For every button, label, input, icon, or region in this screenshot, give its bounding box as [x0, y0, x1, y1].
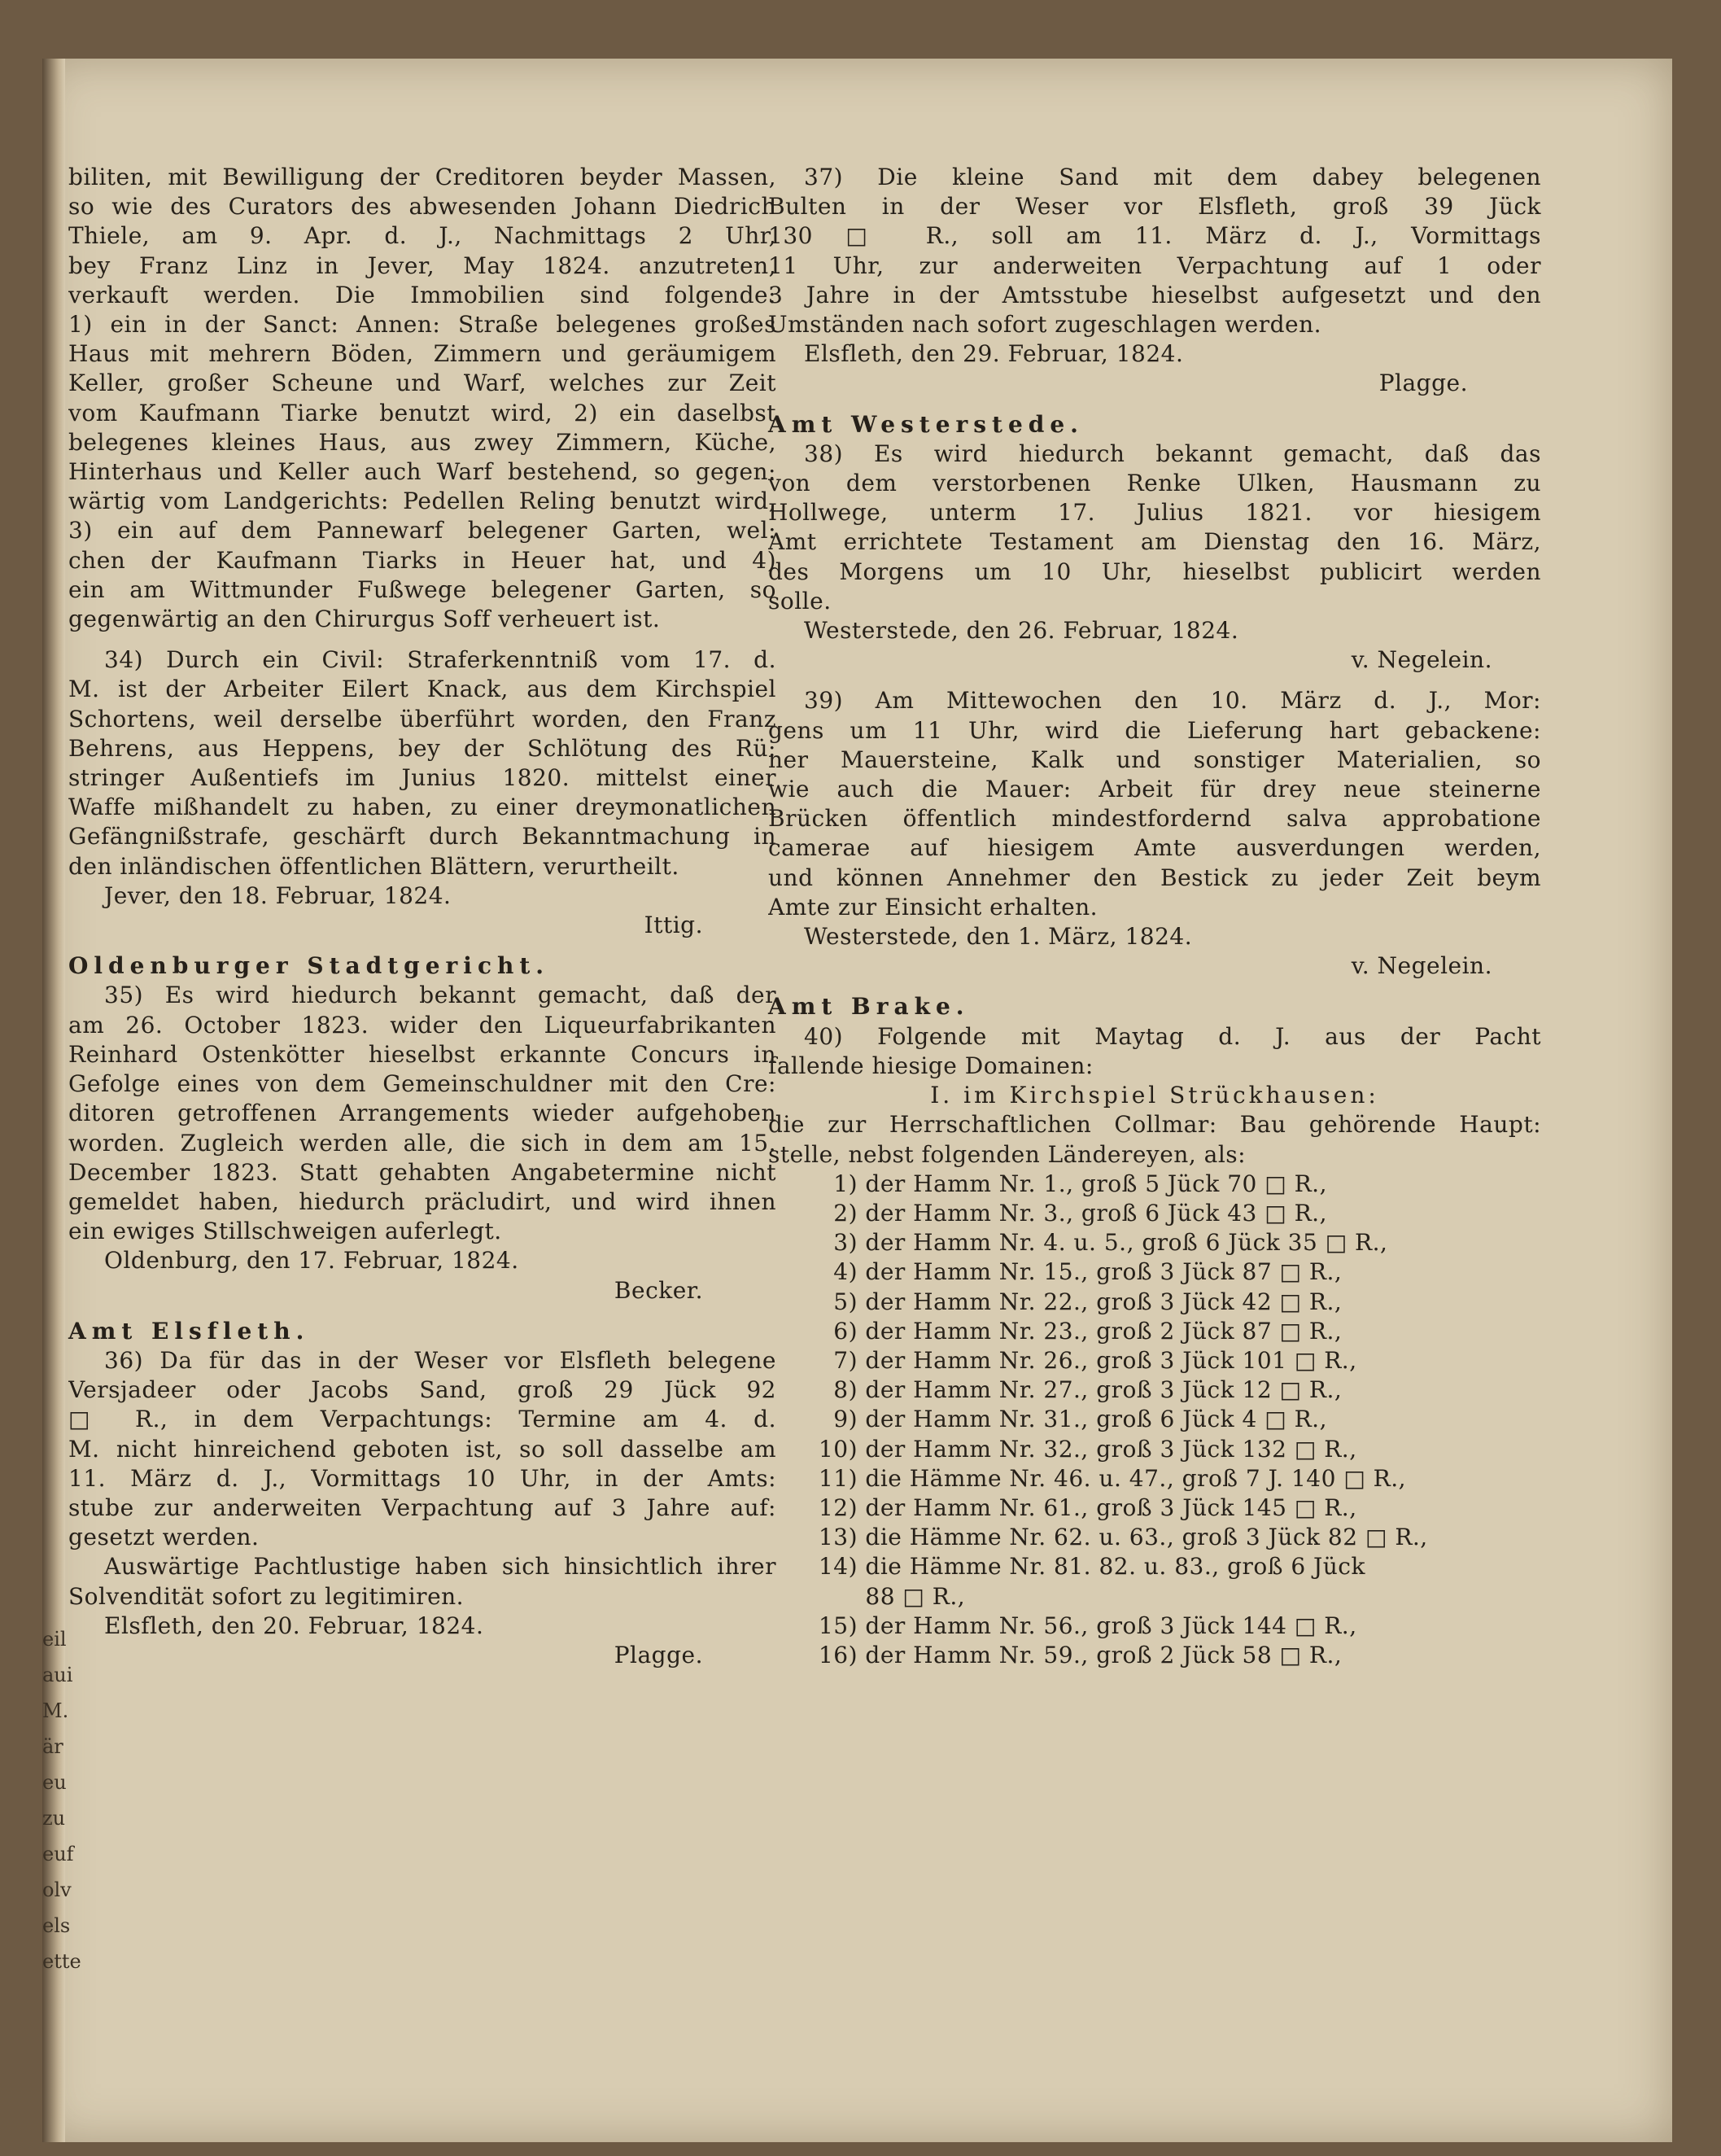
text-line: Oldenburg, den 17. Februar, 1824. — [104, 1247, 519, 1275]
text-line: Westerstede, den 26. Februar, 1824. — [804, 617, 1239, 645]
text-line: Hollwege, unterm 17. Julius 1821. vor hiesigem — [768, 499, 1541, 527]
list-item-number: 8) — [833, 1376, 858, 1404]
margin-fragment: aui — [42, 1664, 73, 1686]
list-item — [768, 1582, 1541, 1612]
text-line: Jever, den 18. Februar, 1824. — [104, 881, 452, 909]
list-item — [768, 1552, 1541, 1581]
list-item — [768, 1288, 1541, 1317]
list-item-text: der Hamm Nr. 59., groß 2 Jück 58 □ R., — [858, 1641, 1343, 1668]
text-line: Ittig. — [644, 912, 703, 939]
text-line: Versjadeer oder Jacobs Sand, groß 29 Jück 92 — [68, 1376, 776, 1404]
text-line: 40) Folgende mit Maytag d. J. aus der Pacht — [804, 1022, 1541, 1050]
right-column-text — [768, 163, 1541, 1170]
text-line: biliten, mit Bewilligung der Creditoren beyder Massen, — [68, 164, 776, 190]
document-page — [42, 59, 1672, 2142]
list-item-text: der Hamm Nr. 1., groß 5 Jück 70 □ R., — [858, 1170, 1327, 1197]
text-line: so wie des Curators des abwesenden Johann Diedrich — [68, 193, 776, 221]
text-line: 37) Die kleine Sand mit dem dabey belegenen — [804, 164, 1541, 190]
text-line: 38) Es wird hiedurch bekannt gemacht, daß das — [804, 440, 1541, 467]
list-item-number: 9) — [833, 1406, 858, 1433]
text-line: Amt Elsfleth. — [68, 1317, 310, 1345]
text-line: camerae auf hiesigem Amte ausverdungen werden, — [768, 834, 1541, 862]
text-line: gens um 11 Uhr, wird die Lieferung hart gebackene: — [768, 716, 1541, 744]
text-line: ein ewiges Stillschweigen auferlegt. — [68, 1218, 502, 1245]
text-line: gesetzt werden. — [68, 1524, 260, 1551]
text-line: belegenes kleines Haus, aus zwey Zimmern, Küche, — [68, 428, 776, 456]
list-item-text: der Hamm Nr. 4. u. 5., groß 6 Jück 35 □ R., — [858, 1229, 1388, 1257]
text-line: wärtig vom Landgerichts: Pedellen Reling benutzt wird, — [68, 488, 776, 515]
text-line: gegenwärtig an den Chirurgus Soff verheuert ist. — [68, 606, 661, 633]
list-item-text: der Hamm Nr. 15., groß 3 Jück 87 □ R., — [858, 1258, 1343, 1286]
text-line: gemeldet haben, hiedurch präcludirt, und wird ihnen — [68, 1187, 776, 1215]
text-line: Waffe mißhandelt zu haben, zu einer dreymonatlichen — [68, 794, 776, 821]
text-line: v. Negelein. — [1351, 952, 1492, 980]
text-line: 1) ein in der Sanct: Annen: Straße belegenes großes — [68, 311, 776, 339]
text-line: M. nicht hinreichend geboten ist, so soll dasselbe am — [68, 1435, 776, 1463]
text-line: ditoren getroffenen Arrangements wieder aufgehoben — [68, 1100, 776, 1127]
domain-list — [768, 1170, 1541, 1670]
list-item-text: der Hamm Nr. 61., groß 3 Jück 145 □ R., — [858, 1493, 1357, 1521]
text-line: Amt errichtete Testament am Dienstag den 16. März, — [768, 528, 1541, 556]
text-line — [68, 634, 776, 645]
list-item-number: 15) — [818, 1612, 858, 1639]
list-item-number: 10) — [818, 1435, 858, 1463]
text-line: Brücken öffentlich mindestfordernd salva approbatione — [768, 805, 1541, 833]
text-line: Hinterhaus und Keller auch Warf bestehend, so gegen: — [68, 458, 776, 486]
list-item-text: der Hamm Nr. 56., groß 3 Jück 144 □ R., — [858, 1612, 1357, 1639]
margin-fragment: är — [42, 1735, 63, 1758]
list-item-number: 11) — [818, 1464, 858, 1492]
text-line: Westerstede, den 1. März, 1824. — [804, 923, 1193, 951]
text-line: von dem verstorbenen Renke Ulken, Hausmann zu — [768, 470, 1541, 497]
list-item-text: die Hämme Nr. 81. 82. u. 83., groß 6 Jück — [858, 1553, 1365, 1581]
list-item — [768, 1464, 1541, 1493]
margin-fragment: eil — [42, 1628, 67, 1651]
text-line: Gefängnißstrafe, geschärft durch Bekanntmachung in — [68, 823, 776, 851]
text-line: 34) Durch ein Civil: Straferkenntniß vom 17. d. — [104, 646, 776, 674]
list-item — [768, 1170, 1541, 1199]
text-line: ein am Wittmunder Fußwege belegener Garten, so — [68, 575, 776, 603]
text-line: den inländischen öffentlichen Blättern, verurtheilt. — [68, 852, 679, 880]
list-item-number: 5) — [833, 1288, 858, 1315]
list-item — [768, 1612, 1541, 1641]
text-line: Gefolge eines von dem Gemeinschuldner mit den Cre: — [68, 1070, 776, 1098]
list-item-text: der Hamm Nr. 22., groß 3 Jück 42 □ R., — [858, 1288, 1343, 1315]
text-line: 11 Uhr, zur anderweiten Verpachtung auf 1 oder — [768, 251, 1541, 279]
text-line: vom Kaufmann Tiarke benutzt wird, 2) ein daselbst — [68, 399, 776, 426]
text-line: Umständen nach sofort zugeschlagen werden. — [768, 311, 1322, 339]
text-line: I. im Kirchspiel Strückhausen: — [930, 1082, 1379, 1109]
text-line: Keller, großer Scheune und Warf, welches zur Zeit — [68, 370, 776, 397]
binding-fold — [42, 59, 65, 2142]
text-line: Bulten in der Weser vor Elsfleth, groß 39 Jück — [768, 193, 1541, 221]
text-line: Amte zur Einsicht erhalten. — [768, 893, 1099, 921]
margin-fragment: ette — [42, 1950, 81, 1973]
margin-fragment: els — [42, 1914, 71, 1937]
margin-fragment: zu — [42, 1807, 66, 1830]
text-line: am 26. October 1823. wider den Liqueurfabrikanten — [68, 1011, 776, 1039]
text-line: worden. Zugleich werden alle, die sich in dem am 15. — [68, 1129, 776, 1157]
list-item-number: 16) — [818, 1641, 858, 1668]
text-line: 3 Jahre in der Amtsstube hieselbst aufgesetzt und den — [768, 281, 1541, 308]
text-line: Schortens, weil derselbe überführt worden, den Franz — [68, 705, 776, 733]
list-item-number: 1) — [833, 1170, 858, 1197]
text-line: Plagge. — [614, 1641, 703, 1668]
list-item-number: 13) — [818, 1524, 858, 1551]
list-item-text: der Hamm Nr. 31., groß 6 Jück 4 □ R., — [858, 1406, 1327, 1433]
margin-fragment: M. — [42, 1699, 69, 1722]
text-line: des Morgens um 10 Uhr, hieselbst publicirt werden — [768, 558, 1541, 585]
text-line: Reinhard Ostenkötter hieselbst erkannte Concurs in — [68, 1040, 776, 1068]
text-line: Elsfleth, den 29. Februar, 1824. — [804, 340, 1184, 368]
text-line: Elsfleth, den 20. Februar, 1824. — [104, 1612, 484, 1639]
margin-fragment: olv — [42, 1878, 72, 1901]
text-line: 39) Am Mittewochen den 10. März d. J., Mor: — [804, 687, 1541, 715]
text-line: 3) ein auf dem Pannewarf belegener Garten, wel: — [68, 517, 776, 544]
list-item-text: 88 □ R., — [858, 1582, 966, 1610]
list-item — [768, 1199, 1541, 1228]
text-line: Haus mit mehrern Böden, Zimmern und geräumigem — [68, 340, 776, 368]
text-line: verkauft werden. Die Immobilien sind folgende: — [68, 281, 776, 308]
text-line: v. Negelein. — [1351, 646, 1492, 674]
list-item-text: der Hamm Nr. 26., groß 3 Jück 101 □ R., — [858, 1346, 1357, 1374]
list-item-text: die Hämme Nr. 62. u. 63., groß 3 Jück 82 □ R., — [858, 1524, 1428, 1551]
list-item-number: 2) — [833, 1199, 858, 1227]
list-item — [768, 1493, 1541, 1523]
text-line: □ R., in dem Verpachtungs: Termine am 4. d. — [68, 1406, 776, 1433]
list-item-number: 7) — [833, 1346, 858, 1374]
text-line: Thiele, am 9. Apr. d. J., Nachmittags 2 Uhr, — [68, 222, 776, 250]
text-line: Oldenburger Stadtgericht. — [68, 952, 550, 980]
text-line: 130 □ R., soll am 11. März d. J., Vormittags — [768, 222, 1541, 250]
text-line: 11. März d. J., Vormittags 10 Uhr, in der Amts: — [68, 1464, 776, 1492]
text-line: M. ist der Arbeiter Eilert Knack, aus dem Kirchspiel — [68, 676, 776, 703]
text-line: Solvendität sofort zu legitimiren. — [68, 1582, 465, 1610]
list-item-number: 3) — [833, 1229, 858, 1257]
list-item — [768, 1523, 1541, 1552]
text-line: und können Annehmer den Bestick zu jeder Zeit beym — [768, 864, 1541, 891]
text-line: Amt Brake. — [768, 993, 970, 1021]
text-line: wie auch die Mauer: Arbeit für drey neue steinerne — [768, 776, 1541, 803]
text-line: die zur Herrschaftlichen Collmar: Bau gehörende Haupt: — [768, 1111, 1541, 1139]
list-item-text: die Hämme Nr. 46. u. 47., groß 7 J. 140 □ R., — [858, 1464, 1407, 1492]
list-item-text: der Hamm Nr. 3., groß 6 Jück 43 □ R., — [858, 1199, 1327, 1227]
list-item-text: der Hamm Nr. 27., groß 3 Jück 12 □ R., — [858, 1376, 1343, 1404]
text-line: solle. — [768, 587, 832, 614]
list-item — [768, 1405, 1541, 1434]
text-line — [768, 675, 1541, 686]
text-line: stringer Außentiefs im Junius 1820. mittelst einer — [68, 764, 776, 792]
text-line: fallende hiesige Domainen: — [768, 1052, 1094, 1079]
text-line: chen der Kaufmann Tiarks in Heuer hat, und 4) — [68, 546, 776, 574]
text-line: stelle, nebst folgenden Ländereyen, als: — [768, 1140, 1247, 1168]
list-item-text: der Hamm Nr. 32., groß 3 Jück 132 □ R., — [858, 1435, 1357, 1463]
list-item — [768, 1375, 1541, 1405]
text-line: Amt Westerstede. — [768, 410, 1084, 438]
list-item-text: der Hamm Nr. 23., groß 2 Jück 87 □ R., — [858, 1317, 1343, 1345]
list-item — [768, 1317, 1541, 1346]
list-item-number: 4) — [833, 1258, 858, 1286]
list-item-number: 12) — [818, 1493, 858, 1521]
text-line: Auswärtige Pachtlustige haben sich hinsichtlich ihrer — [104, 1553, 776, 1581]
text-line: 36) Da für das in der Weser vor Elsfleth belegene — [104, 1346, 776, 1374]
text-line: Behrens, aus Heppens, bey der Schlötung des Rü: — [68, 734, 776, 762]
right-column — [768, 163, 1541, 1670]
text-line: Becker. — [614, 1276, 703, 1304]
list-item — [768, 1257, 1541, 1287]
text-line: December 1823. Statt gehabten Angabetermine nicht — [68, 1158, 776, 1186]
text-line: 35) Es wird hiedurch bekannt gemacht, daß der — [104, 982, 776, 1009]
list-item — [768, 1228, 1541, 1257]
list-item — [768, 1641, 1541, 1670]
list-item — [768, 1435, 1541, 1464]
text-line: Plagge. — [1378, 370, 1468, 397]
list-item — [768, 1346, 1541, 1375]
text-line: stube zur anderweiten Verpachtung auf 3 Jahre auf: — [68, 1493, 776, 1521]
list-item-number: 6) — [833, 1317, 858, 1345]
margin-fragment: eu — [42, 1771, 67, 1794]
text-line: ner Mauersteine, Kalk und sonstiger Materialien, so — [768, 746, 1541, 773]
list-item-number: 14) — [818, 1553, 858, 1581]
text-line: bey Franz Linz in Jever, May 1824. anzutreten, — [68, 251, 776, 279]
left-column — [68, 163, 776, 1670]
margin-fragment: euf — [42, 1843, 74, 1865]
